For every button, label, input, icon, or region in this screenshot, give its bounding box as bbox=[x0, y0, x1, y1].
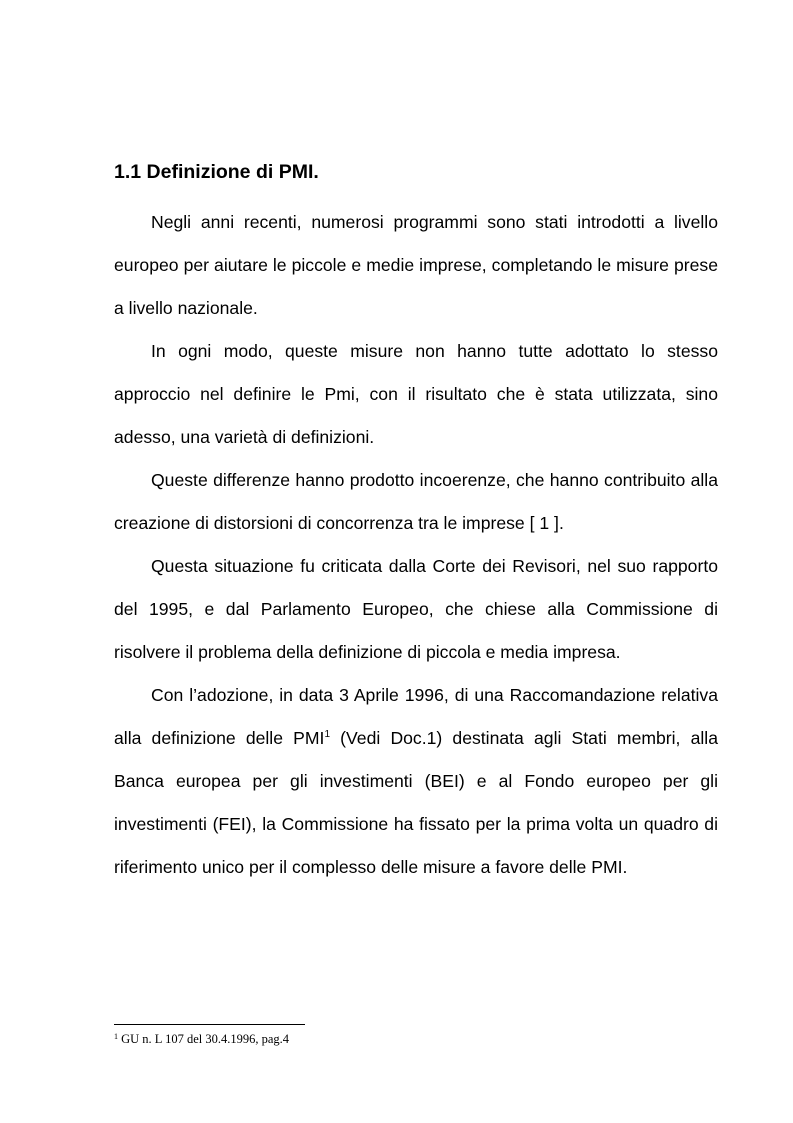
paragraph-1: Negli anni recenti, numerosi programmi sono stati introdotti a livello europeo per aiutare le piccole e medie imprese, completando le misure prese a livello nazionale. bbox=[114, 212, 718, 318]
footnote-text: GU n. L 107 del 30.4.1996, pag.4 bbox=[118, 1032, 290, 1046]
paragraph-5 bbox=[114, 674, 718, 889]
paragraph-2: In ogni modo, queste misure non hanno tutte adottato lo stesso approccio nel definire le Pmi, con il risultato che è stata utilizzata, sino adesso, una varietà di definizioni. bbox=[114, 341, 718, 447]
paragraph-5-text-after: (Vedi Doc.1) destinata agli Stati membri, alla Banca europea per gli investimenti (BEI) e al Fondo europeo per gli investimenti (FEI), la Commissione ha fissato per la prima volta un quadro di riferimento unico per il complesso delle misure a favore delle PMI. bbox=[114, 728, 718, 877]
paragraph-3: Queste differenze hanno prodotto incoerenze, che hanno contribuito alla creazione di distorsioni di concorrenza tra le imprese [ 1 ]. bbox=[114, 470, 718, 533]
footnote-divider bbox=[114, 1024, 305, 1025]
footnote-reference: 1 bbox=[324, 729, 331, 740]
section-heading: 1.1 Definizione di PMI. bbox=[114, 161, 319, 183]
footnote bbox=[114, 1031, 289, 1047]
paragraph-4: Questa situazione fu criticata dalla Corte dei Revisori, nel suo rapporto del 1995, e dal Parlamento Europeo, che chiese alla Commissione di risolvere il problema della definizione di piccola e media impresa. bbox=[114, 556, 718, 662]
body-text bbox=[114, 201, 718, 889]
footnote-marker: 1 bbox=[114, 1032, 118, 1041]
paragraph-5-text-before: Con l’adozione, in data 3 Aprile 1996, di una Raccomandazione relativa alla definizione delle PMI bbox=[114, 685, 718, 748]
